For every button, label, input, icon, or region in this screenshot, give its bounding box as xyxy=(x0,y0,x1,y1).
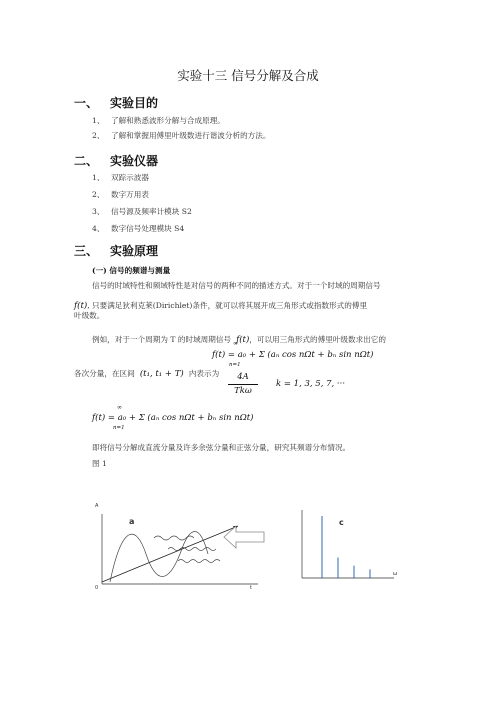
sine-wave xyxy=(110,532,208,583)
section-2-number: 二、 xyxy=(74,154,99,168)
paragraph-1-line-2 xyxy=(74,293,367,312)
panel-a-label: a xyxy=(129,517,135,526)
spectrum-x-label: ω xyxy=(393,571,398,577)
figure-label: 图 1 xyxy=(92,459,107,468)
harmonic-wave-2 xyxy=(168,548,216,551)
eq1-sum-bottom: n=1 xyxy=(229,362,241,368)
function-f-t-2: f(t) xyxy=(236,335,250,345)
paragraph-3 xyxy=(74,361,219,380)
instrument-4-number: 4、 xyxy=(92,224,105,233)
paragraph-4: 即将信号分解成直流分量及许多余弦分量和正弦分量，研究其频谱分布情况。 xyxy=(92,443,351,452)
spectrum-figure xyxy=(294,504,404,590)
function-f-t: f(t) xyxy=(74,301,88,311)
eq2-sum-top: ∞ xyxy=(117,404,122,411)
time-origin-label: 0 xyxy=(95,585,99,591)
goal-2-text: 了解和掌握用傅里叶级数进行谐波分析的方法。 xyxy=(111,131,271,140)
paragraph-2-suffix: ，可以用三角形式的傅里叶级数求出它的 xyxy=(249,335,386,344)
subsection-title: (一) 信号的频谱与测量 xyxy=(92,266,171,275)
paragraph-2-prefix: 例如，对于一个周期为 T 的时域周期信号 xyxy=(92,335,231,344)
instrument-3-number: 3、 xyxy=(92,207,105,216)
goal-2-number: 2、 xyxy=(92,131,105,140)
equation-2: f(t) = a₀ + Σ (aₙ cos nΩt + bₙ sin nΩt) xyxy=(92,413,254,423)
ramp-line xyxy=(102,526,238,582)
hollow-left-arrow xyxy=(222,524,266,550)
time-x-label: t xyxy=(250,585,252,591)
paragraph-3-suffix: 内表示为 xyxy=(188,369,220,378)
section-3-number: 三、 xyxy=(74,244,99,258)
page-title: 实验十三 信号分解及合成 xyxy=(177,68,319,83)
section-1-title: 实验目的 xyxy=(110,96,159,110)
goal-1-number: 1、 xyxy=(92,116,105,125)
spectrum-lines xyxy=(322,516,370,578)
equation-1: f(t) = a₀ + Σ (aₙ cos nΩt + bₙ sin nΩt) xyxy=(212,350,374,360)
instrument-1-text: 双踪示波器 xyxy=(111,173,149,182)
section-1-number: 一、 xyxy=(74,96,99,110)
instrument-3-text: 信号源及频率计模块 S2 xyxy=(111,207,192,216)
equation-k-values: k = 1, 3, 5, 7, ··· xyxy=(276,379,346,389)
harmonic-wave-1 xyxy=(154,536,194,540)
paragraph-1-line-1: 信号的时域特性和频域特性是对信号的两种不同的描述方式。对于一个时域的周期信号 xyxy=(92,281,381,290)
paragraph-3-prefix: 各次分量，在区间 xyxy=(74,369,135,378)
goal-1-text: 了解和熟悉波形分解与合成原理。 xyxy=(111,116,225,125)
instrument-1-number: 1、 xyxy=(92,173,105,182)
paragraph-1-line-3: 叶级数。 xyxy=(74,311,105,320)
paragraph-1-line-2-text: , 只要满足狄利克莱(Dirichlet)条件，就可以将其展开成三角形式或指数形式的傅里 xyxy=(87,301,368,310)
section-2-title: 实验仪器 xyxy=(110,154,159,168)
fraction-numerator: 4A xyxy=(237,372,249,382)
harmonic-wave-3 xyxy=(178,560,220,563)
section-3-title: 实验原理 xyxy=(110,244,159,258)
time-domain-figure xyxy=(88,508,266,598)
time-y-label: A xyxy=(95,503,99,509)
instrument-2-number: 2、 xyxy=(92,190,105,199)
fraction-denominator: Tkω xyxy=(234,386,252,396)
instrument-2-text: 数字万用表 xyxy=(111,190,149,199)
paragraph-2 xyxy=(92,327,386,346)
instrument-4-text: 数字信号处理模块 S4 xyxy=(111,224,185,233)
eq1-sum-top: ∞ xyxy=(233,340,238,347)
interval: (t₁, t₁ + T) xyxy=(139,369,184,379)
eq2-sum-bottom: n=1 xyxy=(113,425,125,431)
fraction-bar xyxy=(228,384,258,385)
panel-c-label: c xyxy=(339,518,344,527)
